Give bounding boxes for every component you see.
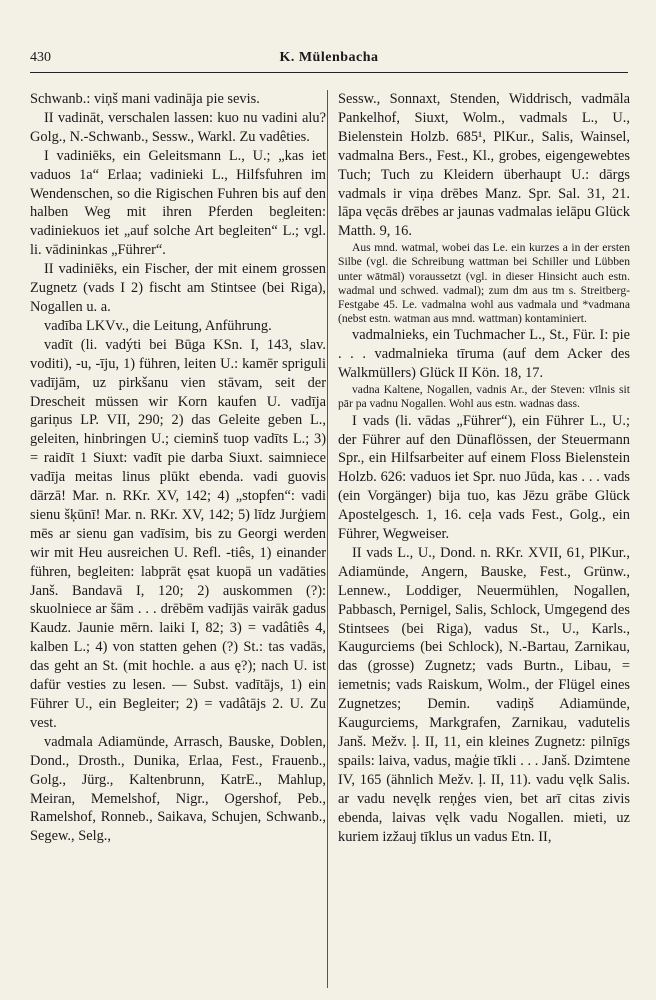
- right-column: [338, 90, 630, 846]
- page-header: [30, 50, 628, 73]
- dictionary-entry: Sessw., Sonnaxt, Stenden, Widdrisch, vadmāla Pankelhof, Siuxt, Wolm., vadmals L., U., Bielenstein Holzb. 685¹, PlKur., Salis, Wainsel, vadmalna Bers., Fest., Kl., grobes, eigengewebtes Tuch; Tuch zu Kleidern überhaupt U.: dārgs vadmals ir viņa drēbes Manz. Spr. Sal. 31, 21. lāpa vęcās drēbes ar jaunas vadmalas ielāpu Glück Matth. 9, 16.: [338, 91, 630, 240]
- dictionary-entry: I vads (li. vādas „Führer“), ein Führer L., U.; der Führer auf den Dünaflössen, der Steuermann Spr., ein Hilfsarbeiter auf einem Floss Bielenstein Holzb. 626: vaduos iet Spr. nuo Jūda, kas . . . vads (ein Vorgänger) bija tuo, kas Jēzu grābe Glück Apostelgesch. 1, 16. ceļa vads Fest., Golg., ein Führer, Wegweiser.: [338, 412, 630, 543]
- dictionary-entry: vadība LKVv., die Leitung, Anführung.: [44, 317, 272, 334]
- left-column: [30, 90, 326, 846]
- running-head: K. Mülenbacha: [279, 50, 379, 65]
- dictionary-entry: Aus mnd. watmal, wobei das Le. ein kurzes a in der ersten Silbe (vgl. die Schreibung wattman bei Schiller und Lübben unter wātmāl) voraussetzt (vgl. in dieser Hinsicht auch estn. wadmal und schwed. vadmal); zum dm aus tm s. Streitberg-Festgabe 45. Le. vadmalna wohl aus vadmala und *vadmana (nebst estn. watman aus mnd. wattman) kontaminiert.: [338, 241, 630, 326]
- dictionary-entry: vadna Kaltene, Nogallen, vadnis Ar., der Steven: vīlnis sit pār pa vadnu Nogallen. Wohl aus estn. wadnas dass.: [338, 383, 630, 411]
- dictionary-entry: II vadināt, verschalen lassen: kuo nu vadini alu? Golg., N.-Schwanb., Sessw., Warkl. Zu vadêties.: [30, 109, 326, 145]
- column-divider: [327, 90, 328, 988]
- dictionary-entry: Schwanb.: viņš mani vadināja pie sevis.: [30, 91, 260, 107]
- dictionary-entry: II vads L., U., Dond. n. RKr. XVII, 61, PlKur., Adiamünde, Angern, Bauske, Fest., Grünw., Lennew., Loddiger, Neuermühlen, Nogallen, Pabbasch, Pernigel, Salis, Schlock, Umgegend des Stintsees (bei Riga), vadus St., U., Karls., Kaugurciems (bei Schlock), N.-Bartau, Zarnikau, das (grosse) Zugnetz; vads Burtn., Libau, = iemetnis; vads Raiskum, Wolm., der Flügel eines Zugnetzes; Demin. vadiņš Adiamünde, Kaugurciems, Markgrafen, Zarnikau, vadutelis Janš. Mežv. ļ. II, 11, ein kleines Zugnetz: pilnīgs spails: laiva, vadus, maģie tīkli . . . Janš. Dzimtene IV, 165 (ähnlich Mežv. ļ. II, 11). vadu vęlk Salis. ar vadu nevęlk reņģes vien, bet arī citas zivis ebenda, laivas vęlk vadu Nogallen. mieti, uz kuriem izžauj tīklus un vadus Etn. II,: [338, 544, 630, 845]
- dictionary-entry: II vadiniēks, ein Fischer, der mit einem grossen Zugnetz (vads I 2) fischt am Stintsee (bei Riga), Nogallen u. a.: [30, 261, 326, 315]
- dictionary-entry: vadmalnieks, ein Tuchmacher L., St., Für. I: pie . . . vadmalnieka tīruma (auf dem Acker des Walkmüllers) Glück II Kön. 18, 17.: [338, 327, 630, 382]
- dictionary-entry: vadīt (li. vadýti bei Būga KSn. I, 143, slav. voditi), -u, -īju, 1) führen, leiten U.: kamēr spriguli vadījām, uz pirkšanu vien stāvam, seit der Drescheit müssen wir Korn kaufen U. vadīja gariņus LP. VII, 290; 2) das Geleite geben L., geleiten, hinbringen U.; cieminš tuop vadīts L.; 3) = raidīt 1 Siuxt: vadīt pie darba Siuxt. saimniece vadīja meitas linus plūkt ebenda. vadi guovis dārzā! Mar. n. RKr. XV, 142; 4) „stopfen“: vadi sienu šķūnī! Mar. n. RKr. XV, 142; 5) līdz Jurģiem mēs ar sienu gan vadīsim, bis zu Georgi werden wir mit Heu ausreichen U. Refl. -tiês, 1) einander führen, begleiten: labprāt ęsat kuopā un vadāties Janš. Bandavā I, 120; 2) auskommen (?): skuolniece ar šām . . . drēbēm vadījās vairāk gadus Kaudz. Jaunie mērn. laiki I, 82; 3) = vadâtiês 4, kalben L.; 4) von statten gehen (?) St.: tas vadās, das geht an St. (mit hochle. a aus ę?); nach U. ist dafür vesties zu lesen. — Subst. vadītājs, 1) ein Führer U., ein Begleiter; 2) = vadâtājs 2. U. Zu vest.: [30, 336, 326, 731]
- page-number: 430: [30, 50, 51, 65]
- dictionary-entry: I vadiniēks, ein Geleitsmann L., U.; „kas iet vaduos 1a“ Erlaa; vadinieki L., Hilfsfuhren im Wendenschen, so die Rigischen Fuhren bis auf den halben Weg mit ihren Pferden begleiten: vadiniekuos iet „auf solche Art begleiten“ L.; vgl. li. vādininkas „Führer“.: [30, 147, 326, 259]
- dictionary-entry: vadmala Adiamünde, Arrasch, Bauske, Doblen, Dond., Drosth., Dunika, Erlaa, Fest., Frauenb., Golg., Jürg., Kaltenbrunn, KatrE., Mahlup, Meiran, Memelshof, Nigr., Ogershof, Peb., Ramelshof, Ronneb., Saikava, Schujen, Schwanb., Segew., Selg.,: [30, 733, 326, 845]
